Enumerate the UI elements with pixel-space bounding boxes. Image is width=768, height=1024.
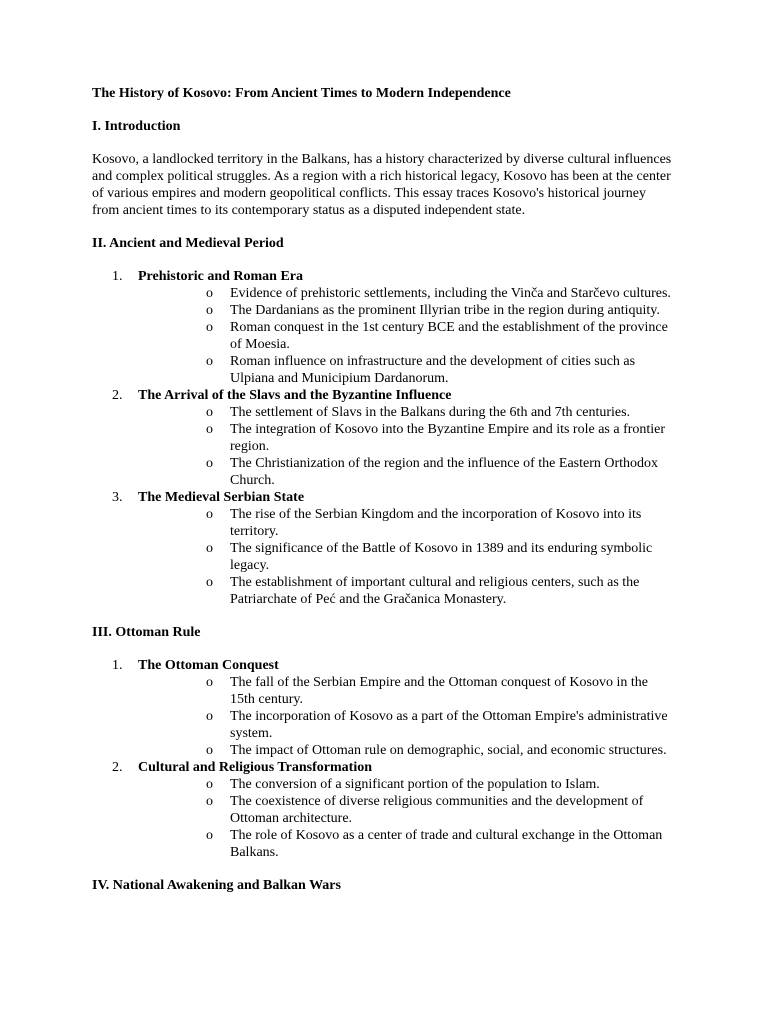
bullet-item: o The incorporation of Kosovo as a part of the Ottoman Empire's administrative system.	[206, 709, 668, 741]
bullet-marker: o	[206, 507, 213, 522]
bullet-marker: o	[206, 456, 213, 471]
item-number: 3.	[112, 490, 123, 505]
bullet-marker: o	[206, 405, 213, 420]
section-heading-ancient-medieval: II. Ancient and Medieval Period	[92, 236, 284, 251]
list-item	[92, 268, 676, 387]
item-title: The Medieval Serbian State	[138, 490, 305, 505]
list-item	[92, 489, 676, 608]
bullet-marker: o	[206, 286, 213, 301]
item-title: The Arrival of the Slavs and the Byzantine Influence	[138, 388, 452, 403]
bullet-item: o The coexistence of diverse religious communities and the development of Ottoman architecture.	[206, 794, 644, 826]
bullet-item: o The fall of the Serbian Empire and the Ottoman conquest of Kosovo in the 15th century.	[206, 675, 648, 707]
bullet-marker: o	[206, 422, 213, 437]
list-item	[92, 759, 676, 861]
bullet-marker: o	[206, 709, 213, 724]
bullet-list	[138, 776, 676, 861]
bullet-marker: o	[206, 777, 213, 792]
item-number: 1.	[112, 658, 123, 673]
bullet-list	[138, 404, 676, 489]
bullet-marker: o	[206, 320, 213, 335]
item-number: 2.	[112, 388, 123, 403]
bullet-item: o Roman influence on infrastructure and the development of cities such as Ulpiana and Municipium Dardanorum.	[206, 354, 636, 386]
bullet-item: o The impact of Ottoman rule on demographic, social, and economic structures.	[206, 743, 667, 758]
bullet-marker: o	[206, 675, 213, 690]
bullet-item: o Roman conquest in the 1st century BCE and the establishment of the province of Moesia.	[206, 320, 668, 352]
item-number: 2.	[112, 760, 123, 775]
bullet-marker: o	[206, 743, 213, 758]
introduction-paragraph: Kosovo, a landlocked territory in the Balkans, has a history characterized by diverse cultural influences and complex political struggles. As a region with a rich historical legacy, Kosovo has been at the center of various empires and modern geopolitical conflicts. This essay traces Kosovo's historical journey from ancient times to its contemporary status as a disputed independent state.	[92, 152, 672, 218]
bullet-list	[138, 674, 676, 759]
item-title: Cultural and Religious Transformation	[138, 760, 373, 775]
bullet-item: o The rise of the Serbian Kingdom and the incorporation of Kosovo into its territory.	[206, 507, 642, 539]
ancient-medieval-list	[92, 268, 676, 608]
bullet-list	[138, 506, 676, 608]
section-heading-ottoman-rule: III. Ottoman Rule	[92, 625, 201, 640]
bullet-item: o The Dardanians as the prominent Illyrian tribe in the region during antiquity.	[206, 303, 660, 318]
bullet-marker: o	[206, 575, 213, 590]
list-item	[92, 657, 676, 759]
bullet-list	[138, 285, 676, 387]
bullet-marker: o	[206, 303, 213, 318]
bullet-item: o Evidence of prehistoric settlements, including the Vinča and Starčevo cultures.	[206, 286, 671, 301]
bullet-item: o The role of Kosovo as a center of trade and cultural exchange in the Ottoman Balkans.	[206, 828, 663, 860]
bullet-item: o The conversion of a significant portion of the population to Islam.	[206, 777, 600, 792]
item-number: 1.	[112, 269, 123, 284]
document-title: The History of Kosovo: From Ancient Times to Modern Independence	[92, 86, 511, 101]
bullet-marker: o	[206, 541, 213, 556]
bullet-item: o The Christianization of the region and the influence of the Eastern Orthodox Church.	[206, 456, 659, 488]
list-item	[92, 387, 676, 489]
bullet-marker: o	[206, 794, 213, 809]
section-heading-introduction: I. Introduction	[92, 119, 181, 134]
item-title: The Ottoman Conquest	[138, 658, 279, 673]
bullet-item: o The integration of Kosovo into the Byzantine Empire and its role as a frontier region.	[206, 422, 666, 454]
bullet-item: o The significance of the Battle of Kosovo in 1389 and its enduring symbolic legacy.	[206, 541, 653, 573]
item-title: Prehistoric and Roman Era	[138, 269, 304, 284]
bullet-item: o The settlement of Slavs in the Balkans during the 6th and 7th centuries.	[206, 405, 631, 420]
bullet-marker: o	[206, 354, 213, 369]
bullet-marker: o	[206, 828, 213, 843]
bullet-item: o The establishment of important cultural and religious centers, such as the Patriarchate of Peć and the Gračanica Monastery.	[206, 575, 640, 607]
section-heading-national-awakening: IV. National Awakening and Balkan Wars	[92, 878, 341, 893]
ottoman-rule-list	[92, 657, 676, 861]
